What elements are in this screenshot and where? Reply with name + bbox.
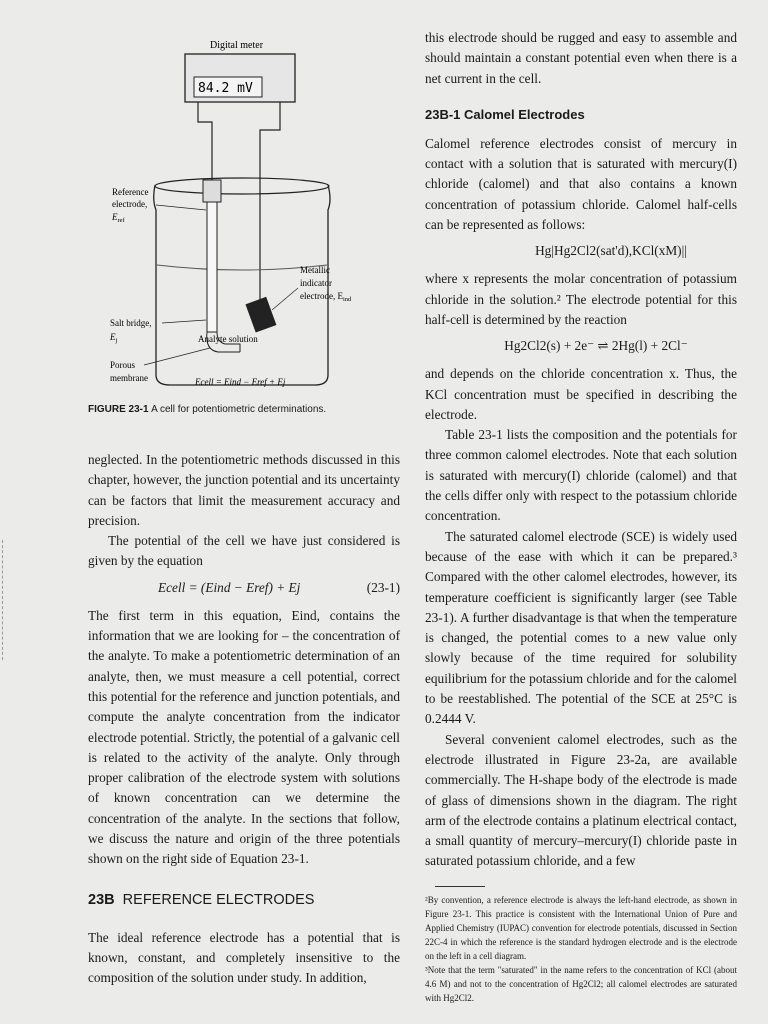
footnote-rule bbox=[435, 886, 485, 887]
reference-tube bbox=[207, 202, 217, 332]
right-paragraph-4: and depends on the chloride concentration x. Thus, the KCl concentration must be specified in describing the electrode. bbox=[425, 366, 737, 422]
margin-mark bbox=[2, 540, 4, 660]
right-paragraph-3: where x represents the molar concentration of potassium chloride in the solution.² The electrode potential for this half-cell is determined by the reaction bbox=[425, 271, 737, 327]
svg-text:Ej: $E_j$ bbox=[110, 332, 118, 344]
analyte-label: Analyte solution bbox=[198, 334, 258, 344]
svg-text:Salt bridge,: Salt bridge, bbox=[110, 318, 152, 328]
footnote-2: ²By convention, a reference electrode is always the left-hand electrode, as shown in Figure 23-1. This practice is consistent with the International Union of Pure and Applied Chemistry (IUPAC) convention for electrode potentials, discussed in Section 22C-4 in which the reference is the standard hydrogen electrode and is the electrode on the left in a cell diagram. bbox=[425, 894, 737, 961]
left-paragraph-4: The ideal reference electrode has a potential that is known, constant, and completely insensitive to the composition of the solution under study. In addition, bbox=[88, 929, 400, 986]
salt-bridge-label bbox=[109, 318, 152, 344]
svg-text:Eref: $E_{ref}$ bbox=[112, 212, 125, 224]
figure-caption bbox=[88, 404, 326, 415]
right-paragraph-6: The saturated calomel electrode (SCE) is widely used because of the ease with which it can be prepared.³ Compared with the other calomel electrodes, however, its temperature coefficient is significantly larger (see Table 23-1). A further disadvantage is that when the temperature is changed, the potential comes to a new value only slowly because of the time required for solubility equilibrium for the potassium chloride and for the calomel to be reestablished. The potential of the SCE at 25°C is 0.2444 V. bbox=[425, 528, 737, 727]
figure-number: FIGURE 23-1 bbox=[88, 404, 149, 415]
left-paragraph-1: neglected. In the potentiometric methods discussed in this chapter, however, the junction potential and its uncertainty can be factors that limit the measurement accuracy and precision. bbox=[88, 452, 400, 528]
reference-label bbox=[111, 187, 148, 224]
meter-wire-right bbox=[260, 102, 280, 315]
left-paragraph-3: The first term in this equation, Eind, contains the information that we are looking for – the concentration of the analyte. To make a potentiometric determination of an analyte, then, we must measure a cell potential, correct this potential for the reference and junction potentials, and compute the analyte concentration from the indicator electrode potential. Strictly, the potential of a galvanic cell is related to the activity of the analyte. Only through proper calibration of the electrode system with solutions of known concentration can we determine the concentration of the analyte. In the sections that follow, we discuss the nature and origin of the three potentials shown on the right side of Equation 23-1. bbox=[88, 607, 400, 867]
right-paragraph-5: Table 23-1 lists the composition and the potentials for three common calomel electrodes. Note that each solution is saturated with mercury(I) chloride (calomel) and that the cells differ only with respect to the potassium chloride concentration. bbox=[425, 427, 737, 524]
equation-number: (23-1) bbox=[366, 579, 400, 595]
subsection-heading: 23B-1 Calomel Electrodes bbox=[425, 106, 585, 122]
right-column bbox=[425, 28, 737, 1005]
footnote-3: ³Note that the term "saturated" in the name refers to the concentration of KCl (about 4.6 M) and not to the concentration of Hg2Cl2; all calomel electrodes are saturated with Hg2Cl2. bbox=[425, 964, 737, 1003]
meter-label: Digital meter bbox=[210, 40, 264, 51]
svg-text:electrode,: electrode, bbox=[112, 199, 148, 209]
left-column bbox=[88, 450, 400, 989]
meter-reading: 84.2 mV bbox=[198, 81, 253, 96]
section-title: REFERENCE ELECTRODES bbox=[122, 891, 315, 908]
svg-text:electrode, Eind: electrode, $E_{ind}$ bbox=[300, 291, 352, 303]
indicator-electrode bbox=[245, 297, 276, 333]
figure-caption-text: A cell for potentiometric determinations. bbox=[151, 404, 327, 415]
cell-equation: Ecell = Eind − Eref + Ej bbox=[195, 377, 286, 387]
right-paragraph-1: this electrode should be rugged and easy to assemble and should maintain a constant potential even when there is a net current in the cell. bbox=[425, 30, 737, 86]
calomel-reaction: Hg2Cl2(s) + 2e⁻ ⇌ 2Hg(l) + 2Cl⁻ bbox=[504, 338, 688, 354]
svg-text:Metallic: Metallic bbox=[300, 265, 330, 275]
svg-text:indicator: indicator bbox=[300, 278, 332, 288]
potentiometric-cell-figure bbox=[100, 30, 400, 400]
right-paragraph-7: Several convenient calomel electrodes, such as the electrode illustrated in Figure 23-2a, are available commercially. The H-shape body of the electrode is made of glass of dimensions shown in the diagram. The right arm of the electrode contains a platinum electrical contact, a small quantity of mercury–mercury(I) chloride paste in saturated potassium chloride, and a few bbox=[425, 731, 737, 869]
right-paragraph-2: Calomel reference electrodes consist of mercury in contact with a solution that is saturated with mercury(I) chloride (calomel) and that also contains a known concentration of potassium chloride. Calomel half-cells can be represented as follows: bbox=[425, 135, 737, 233]
porous-label bbox=[110, 360, 148, 383]
metallic-label bbox=[300, 265, 352, 303]
cell-notation: Hg|Hg2Cl2(sat'd),KCl(xM)|| bbox=[535, 243, 687, 259]
beaker-rim bbox=[155, 178, 329, 194]
section-heading bbox=[88, 892, 400, 908]
reference-cap bbox=[203, 180, 221, 202]
equation-text: Ecell = (Eind − Eref) + Ej bbox=[158, 579, 301, 595]
svg-text:membrane: membrane bbox=[110, 373, 148, 383]
meter-wire-left bbox=[198, 102, 212, 180]
section-number: 23B bbox=[88, 891, 115, 908]
svg-text:Porous: Porous bbox=[110, 360, 136, 370]
svg-text:Reference: Reference bbox=[112, 187, 149, 197]
left-paragraph-2: The potential of the cell we have just considered is given by the equation bbox=[88, 533, 400, 569]
equation-23-1 bbox=[88, 572, 400, 606]
